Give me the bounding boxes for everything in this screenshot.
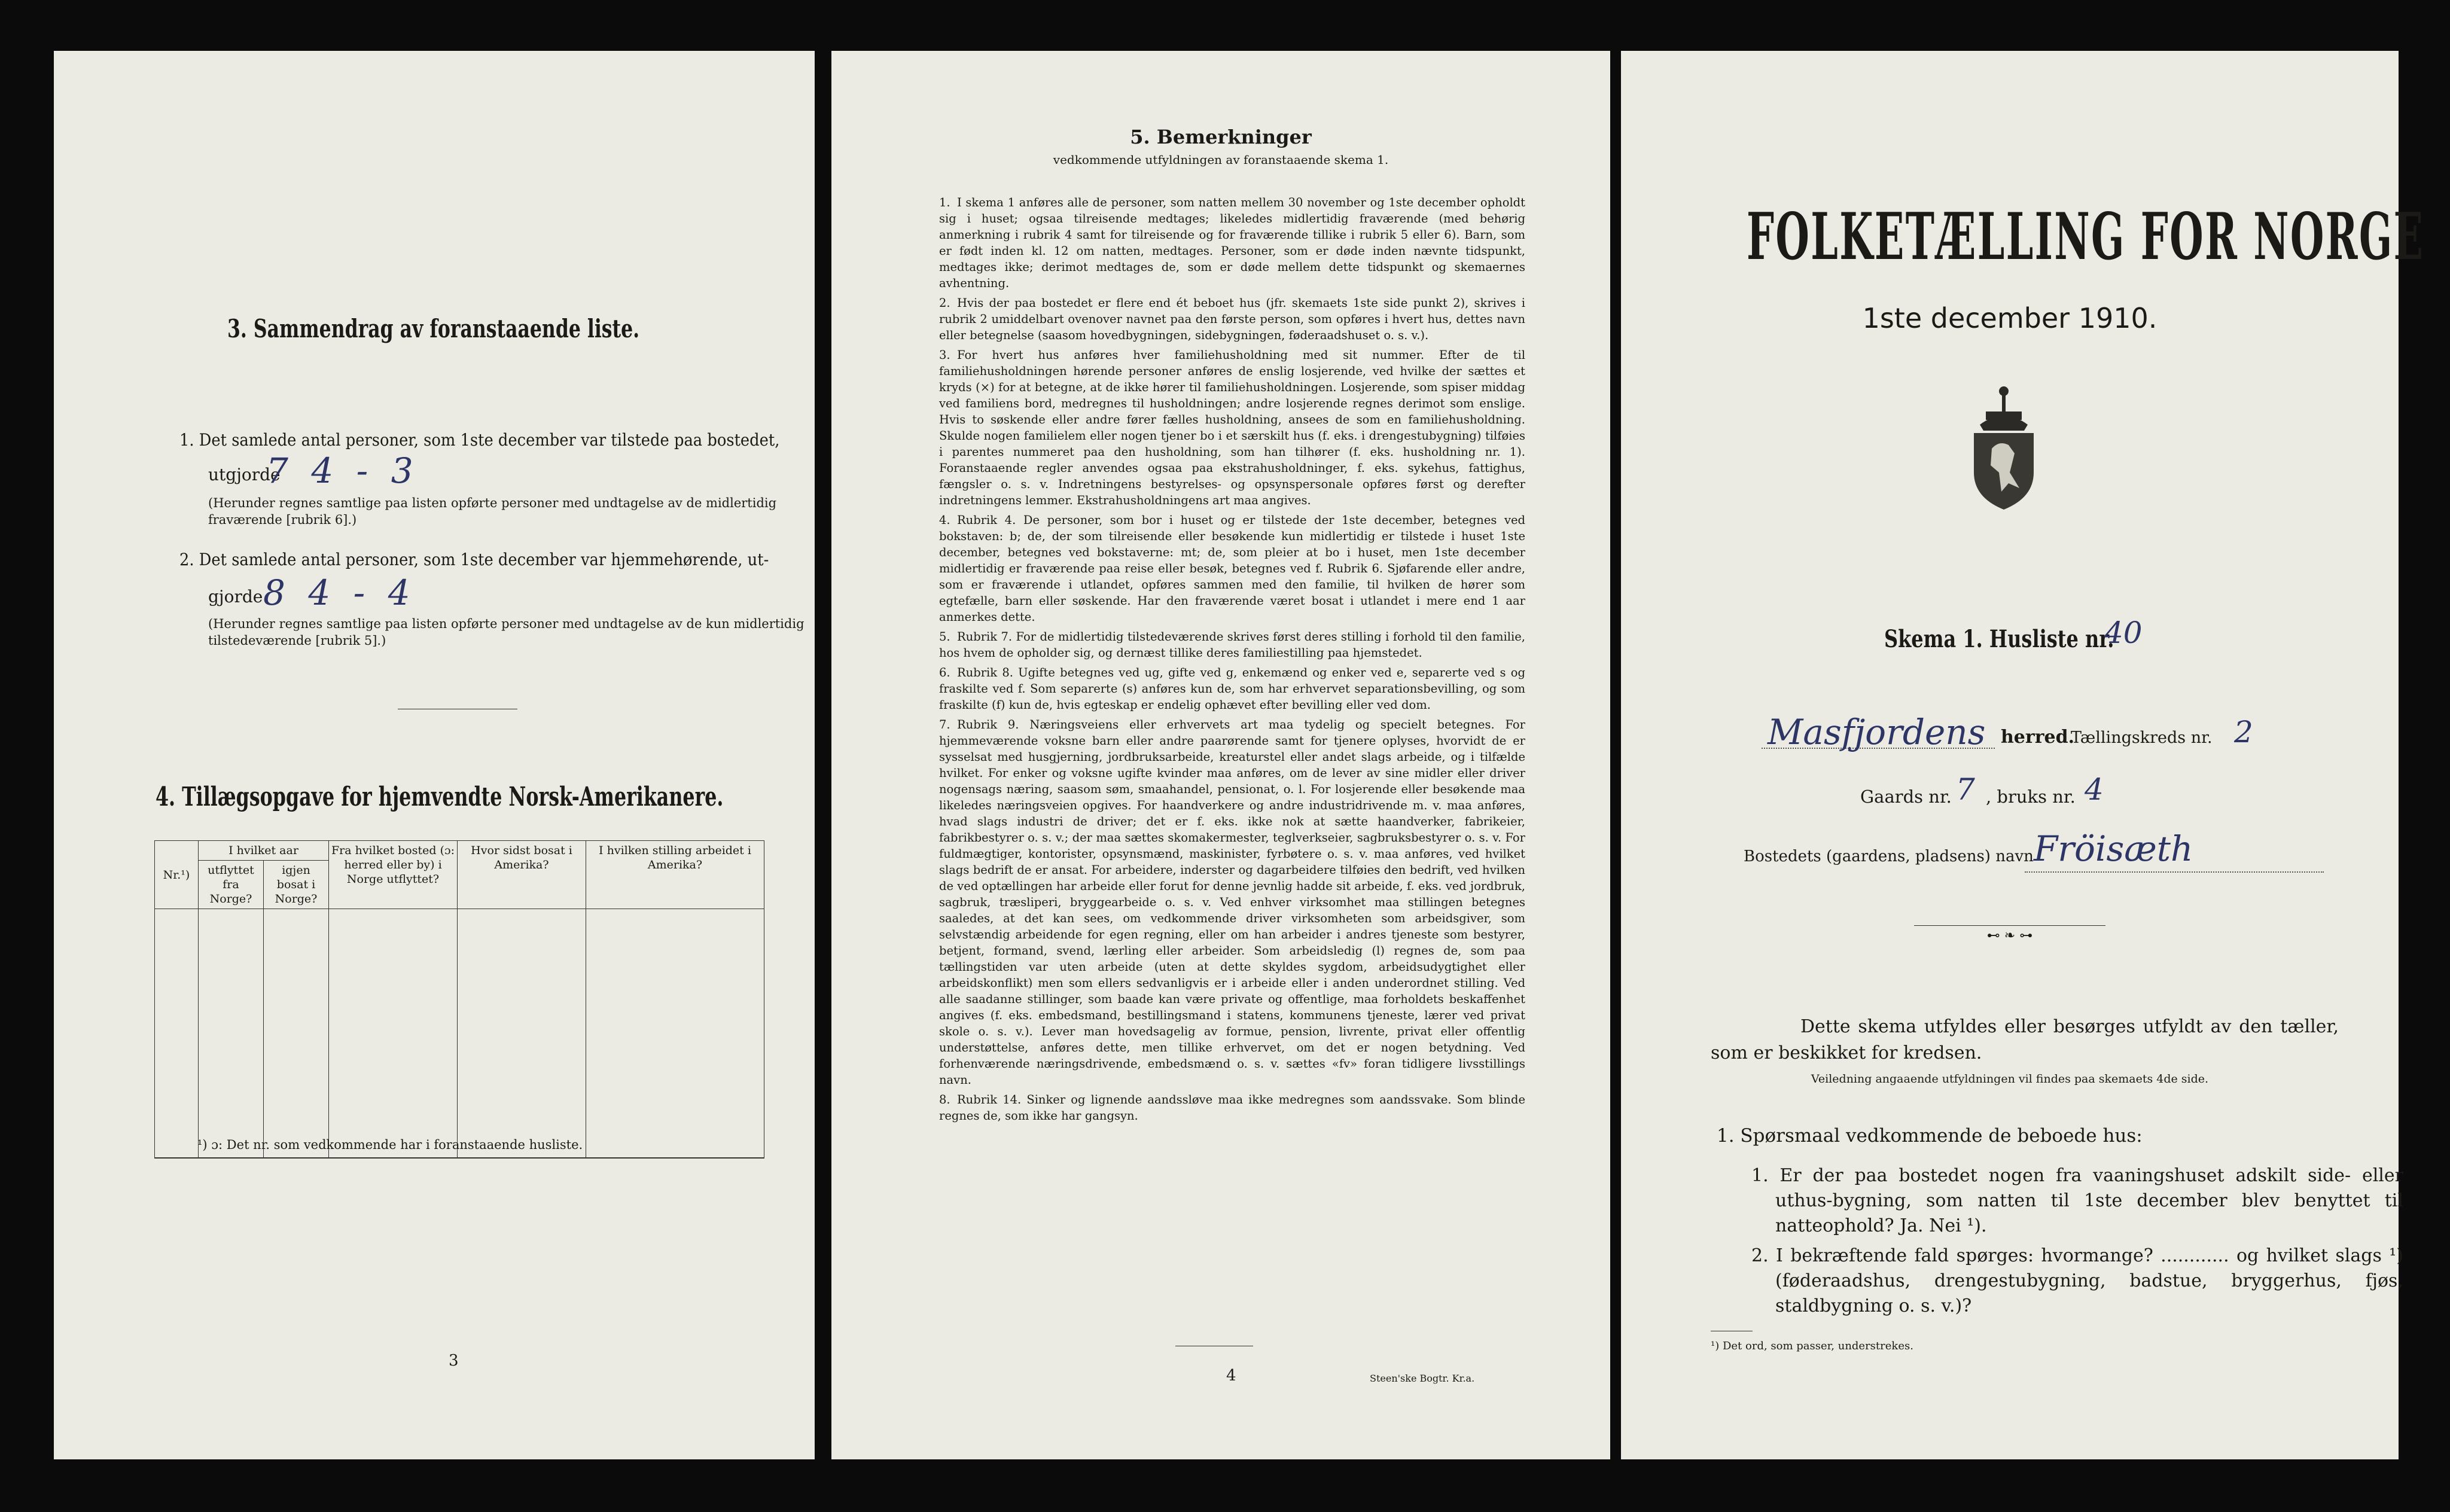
census-date: 1ste december 1910. xyxy=(1862,302,2158,334)
schema-label: Skema 1. Husliste nr. xyxy=(1884,625,2114,653)
page-number-3: 3 xyxy=(449,1352,459,1370)
gaards-label: Gaards nr. xyxy=(1860,787,1952,807)
table-row xyxy=(155,1058,764,1108)
remark-1: 1. I skema 1 anføres alle de personer, som natten mellem 30 november og 1ste december opholdt sig i huset; ogsaa tilreisende medtages; likeledes midlertidig fraværende (med behørig anmerkning i rubrik 4 samt for tilreisende og for fraværende tillike i rubrik 5 eller 6). Barn, som er født inden kl. 12 om natten, medtages. Personer, som er døde inden nævnte tidspunkt, medtages ikke; derimot medtages de, som er døde mellem dette tidspunkt og skemaernes avhentning. xyxy=(939,196,1525,290)
item1-label: utgjorde xyxy=(208,465,281,484)
remark-7: 7. Rubrik 9. Næringsveiens eller erhvervets art maa tydelig og specielt betegnes. For hjemmeværende voksne barn eller andre paarørende samt for tjenere oplyses, hvorvidt de er sysselsat med husgjerning, jordbruksarbeide, kreaturstel eller andet slags arbeide, og i tilfælde hvilket. For enker og voksne ugifte kvinder maa anføres, om de lever av sine midler eller driver nogensags næring, saasom søm, smaahandel, pensionat, o. l. For losjerende eller besøkende maa likeledes næringsveien opgives. For haandverkere og andre industridrivende m. v. maa anføres, hvad slags industri de driver; det er f. eks. ikke nok at sætte haandverker, fabrikeier, fabrikbestyrer o. s. v.; der maa sættes skomakermester, teglverkseier, sagbruksbestyrer o. s. v. For fuldmægtiger, kontorister, opsynsmænd, maskinister, fyrbøtere o. s. v. maa anføres, ved hvilket slags bedrift de er ansat. For arbeidere, inderster og dagarbeidere tilføies den bedrift, ved hvilken de ved optællingen har arbeide eller forut for denne jevnlig hadde sit arbeide, f. eks. ved jordbruk, sagbruk, træsliperi, bryggearbeide o. s. v. Ved enhver virksomhet maa stillingen betegnes saaledes, at det kan sees, om vedkommende driver virksomheten som arbeidsgiver, som selvstændig arbeidende for egen regning, eller om han arbeider i andres tjeneste som bestyrer, betjent, formand, svend, lærling eller arbeider. Som arbeidsledig (l) regnes de, som paa tællingstiden var uten arbeide (uten at dette skyldes sygdom, arbeidsudygtighet eller arbeidskonflikt) men som ellers sedvanligvis er i arbeide eller i anden underordnet stilling. Ved alle saadanne stillinger, som baade kan være private og offentlige, maa forholdets beskaffenhet angives (f. eks. embedsmand, bestillingsmand i statens, kommunens tjeneste, lærer ved privat skole o. s. v.). Lever man hovedsagelig av formue, pension, livrente, privat eller offentlig understøttelse, anføres dette, men tillike erhvervet, om det er nogen betydning. Ved forhenværende næringsdrivende, embedsmænd o. s. v. sættes «fv» foran tidligere livsstillings navn. xyxy=(939,718,1525,1087)
section4-title: 4. Tillægsopgave for hjemvendte Norsk-Amerikanere. xyxy=(156,782,724,812)
husliste-nr-value: 40 xyxy=(2104,615,2143,650)
item2-label: gjorde xyxy=(208,587,263,606)
kreds-label: Tællingskreds nr. xyxy=(2071,728,2213,747)
intro-text: Dette skema utfyldes eller besørges utfyldt av den tæller, som er beskikket for kredsen. xyxy=(1711,1016,2339,1063)
remark-4: 4. Rubrik 4. De personer, som bor i huset og er tilstede der 1ste december, betegnes ved bokstaven: b; de, der som tilreisende eller besøkende kun midlertidig er tilstede i huset 1ste december, betegnes ved bokstaverne: mt; de, som pleier at bo i huset, men 1ste december midlertidig er fraværende paa reise eller besøk, betegnes ved f. Rubrik 6. Sjøfarende eller andre, som er fraværende i utlandet, opføres sammen med den familie, til hvilken de hører som egtefælle, barn eller søskende. Har den fraværende været bosat i utlandet i mere end 1 aar anmerkes dette. xyxy=(939,513,1525,624)
remark-3: 3. For hvert hus anføres hver familiehusholdning med sit nummer. Efter de til familiehusholdningen hørende personer anføres de enslig losjerende, ved hvilke der sættes et kryds (×) for at betegne, at de ikke hører til familiehusholdningen. Losjerende, som spiser middag ved familiens bord, medregnes til husholdningen; andre losjerende regnes derimot som enslige. Hvis to søskende eller andre fører fælles husholdning, ansees de som en familiehusholdning. Skulde nogen familielem eller nogen tjener bo i et særskilt hus (f. eks. i drengestubygning) tilføies i parentes nummeret paa den husholdning, som han tilhører (f. eks. husholdning nr. 1). Foranstaaende regler anvendes ogsaa paa ekstrahusholdninger, f. eks. sykehus, fattighus, fængsler o. s. v. Indretningens bestyrelses- og opsynspersonale opføres først og derefter indretningens lemmer. Ekstrahusholdningens art maa angives. xyxy=(939,348,1525,507)
item1-text: 1. Det samlede antal personer, som 1ste december var tilstede paa bostedet, xyxy=(179,430,780,450)
remarks-subtitle: vedkommende utfyldningen av foranstaaende skema 1. xyxy=(1053,153,1389,167)
item1-value: 7 4 - 3 xyxy=(266,450,419,491)
remark-2: 2. Hvis der paa bostedet er flere end ét beboet hus (jfr. skemaets 1ste side punkt 2), skrives i rubrik 2 umiddelbart ovenover navnet paa den første person, som opføres i hvert hus, dettes navn eller betegnelse (saasom hovedbygningen, sidebygningen, føderaadshuset o. s. v.). xyxy=(939,296,1525,342)
bruks-value: 4 xyxy=(2085,772,2104,807)
item2-value: 8 4 - 4 xyxy=(263,572,416,613)
col-last-residence: Hvor sidst bosat i Amerika? xyxy=(458,841,586,909)
table-row xyxy=(155,1008,764,1058)
page-right xyxy=(1621,51,2425,1459)
intro-note: Veiledning angaaende utfyldningen vil findes paa skemaets 4de side. xyxy=(1811,1072,2209,1086)
page-number-4: 4 xyxy=(1226,1367,1236,1385)
bosted-value: Fröisæth xyxy=(2034,828,2193,869)
remarks-list xyxy=(939,194,1525,1127)
question-heading: 1. Spørsmaal vedkommende de beboede hus: xyxy=(1717,1125,2143,1147)
herred-label: herred. xyxy=(2001,727,2075,748)
page-left xyxy=(54,51,815,1459)
remarks-title: 5. Bemerkninger xyxy=(1130,126,1312,148)
ornament-divider: ⊷ ❧ ⊶ xyxy=(1914,925,2105,943)
norsk-amerikanere-table xyxy=(154,840,764,1159)
printer-mark: Steen'ske Bogtr. Kr.a. xyxy=(1370,1373,1475,1384)
norway-coat-of-arms-icon xyxy=(1962,383,2046,511)
question-1: 1. Er der paa bostedet nogen fra vaaningshuset adskilt side- eller uthus-bygning, som natten til 1ste december blev benyttet til natteophold? Ja. Nei ¹). xyxy=(1751,1165,2403,1236)
remark-5: 5. Rubrik 7. For de midlertidig tilstedeværende skrives først deres stilling i forhold til den familie, hos hvem de opholder sig, og dernæst tillike deres familiestilling paa hjemstedet. xyxy=(939,630,1525,660)
col-emigrated: utflyttet fra Norge? xyxy=(199,861,264,909)
footnote-right: ¹) Det ord, som passer, understrekes. xyxy=(1711,1340,1913,1352)
section3-title: 3. Sammendrag av foranstaaende liste. xyxy=(227,314,640,343)
table-footnote: ¹) ɔ: Det nr. som vedkommende har i foranstaaende husliste. xyxy=(197,1138,583,1152)
herred-value: Masfjordens xyxy=(1768,712,1986,752)
col-returned: igjen bosat i Norge? xyxy=(264,861,329,909)
item2-note: (Herunder regnes samtlige paa listen opførte personer med undtagelse av de kun midlertidig tilstedeværende [rubrik 5].) xyxy=(208,617,805,648)
main-title: FOLKETÆLLING FOR NORGE xyxy=(1747,199,2425,275)
table-row xyxy=(155,909,764,959)
remark-6: 6. Rubrik 8. Ugifte betegnes ved ug, gifte ved g, enkemænd og enker ved e, separerte ved s og fraskilte ved f. Som separerte (s) anføres kun de, som har erhvervet separationsbevilling, og som fraskilte (f) kun de, hvis egteskap er endelig ophævet efter bevilling eller ved dom. xyxy=(939,666,1525,712)
page-middle xyxy=(831,51,1610,1459)
col-year-group: I hvilket aar xyxy=(199,841,329,861)
question-2: 2. I bekræftende fald spørges: hvormange? ............ og hvilket slags ¹) (føderaadshus, drengestubygning, badstue, bryggerhus, fjøs, staldbygning o. s. v.)? xyxy=(1751,1245,2403,1316)
gaards-value: 7 xyxy=(1956,772,1975,807)
item2-text: 2. Det samlede antal personer, som 1ste december var hjemmehørende, ut- xyxy=(179,550,769,569)
item1-note: (Herunder regnes samtlige paa listen opførte personer med undtagelse av de midlertidig fraværende [rubrik 6].) xyxy=(208,496,777,527)
col-from-where: Fra hvilket bosted (ɔ: herred eller by) i Norge utflyttet? xyxy=(329,841,458,909)
bosted-label: Bostedets (gaardens, pladsens) navn xyxy=(1744,848,2034,865)
col-position: I hvilken stilling arbeidet i Amerika? xyxy=(586,841,764,909)
col-nr: Nr.¹) xyxy=(155,841,199,909)
kreds-value: 2 xyxy=(2234,715,2253,749)
table-row xyxy=(155,959,764,1008)
remark-8: 8. Rubrik 14. Sinker og lignende aandssløve maa ikke medregnes som aandssvake. Som blinde regnes de, som ikke har gangsyn. xyxy=(939,1093,1525,1123)
bruks-label: , bruks nr. xyxy=(1986,787,2076,807)
